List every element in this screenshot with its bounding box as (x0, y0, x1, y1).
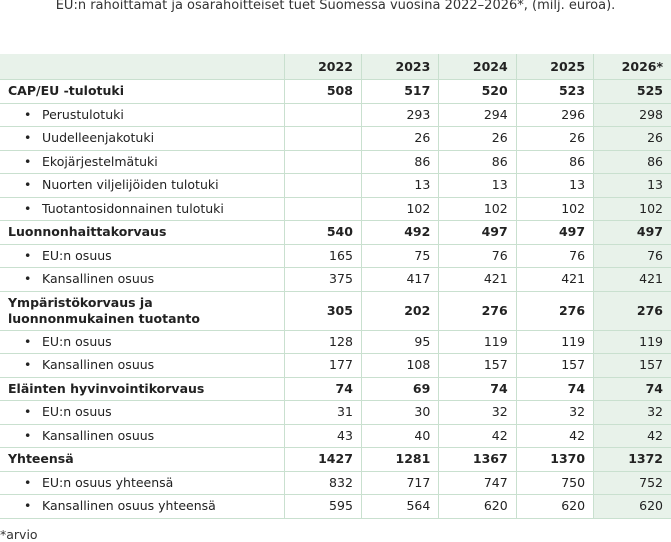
row-label-text: Perustulotuki (42, 106, 124, 122)
value-cell-2025: 276 (516, 291, 593, 330)
value-cell-2023: 86 (361, 150, 438, 174)
header-year-2023: 2023 (361, 54, 438, 80)
value-cell-2026: 497 (594, 221, 671, 245)
value-cell-2022: 43 (284, 424, 361, 448)
row-label-text: Kansallinen osuus (42, 427, 155, 443)
value-cell-2023: 30 (361, 401, 438, 425)
value-cell-2026: 157 (594, 354, 671, 378)
value-cell-2023: 40 (361, 424, 438, 448)
table-row-sub (0, 150, 671, 174)
value-cell-2023: 293 (361, 103, 438, 127)
value-cell-2026: 32 (594, 401, 671, 425)
table-row-sub (0, 424, 671, 448)
row-label (0, 330, 284, 354)
value-cell-2025: 26 (516, 127, 593, 151)
row-label-text: Kansallinen osuus (42, 357, 155, 373)
value-cell-2022: 375 (284, 268, 361, 292)
value-cell-2022: 1427 (284, 448, 361, 472)
row-label-text: Kansallinen osuus yhteensä (42, 498, 216, 514)
value-cell-2022: 832 (284, 471, 361, 495)
value-cell-2022 (284, 174, 361, 198)
footnote: *arvio (0, 527, 38, 542)
value-cell-2026: 42 (594, 424, 671, 448)
value-cell-2025: 86 (516, 150, 593, 174)
value-cell-2026: 276 (594, 291, 671, 330)
value-cell-2026: 752 (594, 471, 671, 495)
table-row-sub (0, 330, 671, 354)
support-table (0, 54, 671, 519)
row-label (0, 448, 284, 472)
table-row-sub (0, 495, 671, 519)
bullet-icon: • (24, 357, 32, 373)
bullet-icon: • (24, 153, 32, 169)
value-cell-2025: 296 (516, 103, 593, 127)
header-year-2024: 2024 (439, 54, 516, 80)
table-row-main (0, 448, 671, 472)
table-row-sub (0, 268, 671, 292)
value-cell-2026: 86 (594, 150, 671, 174)
row-label-text: Kansallinen osuus (42, 271, 155, 287)
row-label-text: EU:n osuus yhteensä (42, 474, 174, 490)
row-label-text: Nuorten viljelijöiden tulotuki (42, 177, 219, 193)
row-label-text: Tuotantosidonnainen tulotuki (42, 200, 224, 216)
bullet-icon: • (24, 404, 32, 420)
table-row-sub (0, 354, 671, 378)
header-row (0, 54, 671, 80)
value-cell-2025: 497 (516, 221, 593, 245)
value-cell-2024: 86 (439, 150, 516, 174)
table-row-sub (0, 401, 671, 425)
value-cell-2023: 417 (361, 268, 438, 292)
value-cell-2023: 517 (361, 80, 438, 104)
value-cell-2023: 13 (361, 174, 438, 198)
value-cell-2024: 747 (439, 471, 516, 495)
row-label-text: Ympäristökorvaus ja luonnonmukainen tuotanto (8, 294, 200, 326)
row-label (0, 103, 284, 127)
value-cell-2025: 157 (516, 354, 593, 378)
value-cell-2022: 74 (284, 377, 361, 401)
value-cell-2025: 32 (516, 401, 593, 425)
bullet-icon: • (24, 427, 32, 443)
value-cell-2026: 421 (594, 268, 671, 292)
value-cell-2023: 26 (361, 127, 438, 151)
table-row-sub (0, 127, 671, 151)
value-cell-2023: 717 (361, 471, 438, 495)
bullet-icon: • (24, 106, 32, 122)
value-cell-2026: 26 (594, 127, 671, 151)
value-cell-2022 (284, 127, 361, 151)
row-label-text: Yhteensä (8, 451, 74, 467)
value-cell-2026: 74 (594, 377, 671, 401)
value-cell-2026: 102 (594, 197, 671, 221)
value-cell-2025: 1370 (516, 448, 593, 472)
value-cell-2022 (284, 197, 361, 221)
row-label-text: EU:n osuus (42, 333, 112, 349)
value-cell-2025: 620 (516, 495, 593, 519)
row-label-text: Luonnonhaittakorvaus (8, 224, 167, 240)
table-row-sub (0, 244, 671, 268)
value-cell-2024: 276 (439, 291, 516, 330)
bullet-icon: • (24, 474, 32, 490)
bullet-icon: • (24, 333, 32, 349)
value-cell-2022: 165 (284, 244, 361, 268)
value-cell-2023: 492 (361, 221, 438, 245)
value-cell-2026: 76 (594, 244, 671, 268)
value-cell-2024: 497 (439, 221, 516, 245)
value-cell-2023: 108 (361, 354, 438, 378)
value-cell-2023: 69 (361, 377, 438, 401)
row-label (0, 80, 284, 104)
value-cell-2022: 508 (284, 80, 361, 104)
bullet-icon: • (24, 247, 32, 263)
table-row-main (0, 80, 671, 104)
value-cell-2024: 26 (439, 127, 516, 151)
value-cell-2022: 305 (284, 291, 361, 330)
table-caption: EU:n rahoittamat ja osarahoitteiset tuet Suomessa vuosina 2022–2026*, (milj. euroa). (55, 0, 616, 13)
value-cell-2025: 102 (516, 197, 593, 221)
row-label-text: Uudelleenjakotuki (42, 130, 155, 146)
row-label-text: Eläinten hyvinvointikorvaus (8, 380, 205, 396)
value-cell-2023: 1281 (361, 448, 438, 472)
row-label (0, 268, 284, 292)
row-label (0, 150, 284, 174)
row-label-text: CAP/EU -tulotuki (8, 83, 125, 99)
value-cell-2024: 32 (439, 401, 516, 425)
table-row-sub (0, 103, 671, 127)
row-label (0, 495, 284, 519)
table-row-sub (0, 197, 671, 221)
table-row-main (0, 377, 671, 401)
value-cell-2024: 13 (439, 174, 516, 198)
value-cell-2025: 119 (516, 330, 593, 354)
value-cell-2025: 13 (516, 174, 593, 198)
value-cell-2023: 95 (361, 330, 438, 354)
bullet-icon: • (24, 177, 32, 193)
value-cell-2023: 564 (361, 495, 438, 519)
header-year-2026: 2026* (594, 54, 671, 80)
value-cell-2024: 620 (439, 495, 516, 519)
value-cell-2024: 157 (439, 354, 516, 378)
value-cell-2022: 31 (284, 401, 361, 425)
table-row-main (0, 221, 671, 245)
bullet-icon: • (24, 200, 32, 216)
value-cell-2025: 421 (516, 268, 593, 292)
header-label-cell (0, 54, 284, 80)
row-label-text: Ekojärjestelmätuki (42, 153, 158, 169)
table-body (0, 80, 671, 519)
value-cell-2022: 540 (284, 221, 361, 245)
value-cell-2024: 74 (439, 377, 516, 401)
value-cell-2022: 177 (284, 354, 361, 378)
value-cell-2022 (284, 103, 361, 127)
row-label (0, 174, 284, 198)
value-cell-2026: 298 (594, 103, 671, 127)
row-label (0, 354, 284, 378)
value-cell-2022: 595 (284, 495, 361, 519)
row-label (0, 377, 284, 401)
value-cell-2025: 74 (516, 377, 593, 401)
value-cell-2026: 1372 (594, 448, 671, 472)
value-cell-2024: 102 (439, 197, 516, 221)
value-cell-2025: 76 (516, 244, 593, 268)
row-label (0, 291, 284, 330)
row-label (0, 221, 284, 245)
table-row-sub (0, 471, 671, 495)
value-cell-2023: 202 (361, 291, 438, 330)
value-cell-2024: 42 (439, 424, 516, 448)
row-label (0, 401, 284, 425)
value-cell-2024: 520 (439, 80, 516, 104)
row-label-text: EU:n osuus (42, 247, 112, 263)
row-label (0, 127, 284, 151)
value-cell-2026: 620 (594, 495, 671, 519)
row-label-text: EU:n osuus (42, 404, 112, 420)
value-cell-2026: 119 (594, 330, 671, 354)
row-label (0, 197, 284, 221)
bullet-icon: • (24, 271, 32, 287)
value-cell-2024: 119 (439, 330, 516, 354)
bullet-icon: • (24, 130, 32, 146)
row-label (0, 471, 284, 495)
value-cell-2023: 102 (361, 197, 438, 221)
value-cell-2022: 128 (284, 330, 361, 354)
row-label (0, 424, 284, 448)
value-cell-2024: 76 (439, 244, 516, 268)
value-cell-2026: 525 (594, 80, 671, 104)
value-cell-2026: 13 (594, 174, 671, 198)
value-cell-2024: 1367 (439, 448, 516, 472)
row-label (0, 244, 284, 268)
table-row-main (0, 291, 671, 330)
value-cell-2025: 523 (516, 80, 593, 104)
value-cell-2024: 421 (439, 268, 516, 292)
header-year-2022: 2022 (284, 54, 361, 80)
table-row-sub (0, 174, 671, 198)
bullet-icon: • (24, 498, 32, 514)
value-cell-2022 (284, 150, 361, 174)
value-cell-2025: 42 (516, 424, 593, 448)
header-year-2025: 2025 (516, 54, 593, 80)
value-cell-2023: 75 (361, 244, 438, 268)
value-cell-2024: 294 (439, 103, 516, 127)
value-cell-2025: 750 (516, 471, 593, 495)
